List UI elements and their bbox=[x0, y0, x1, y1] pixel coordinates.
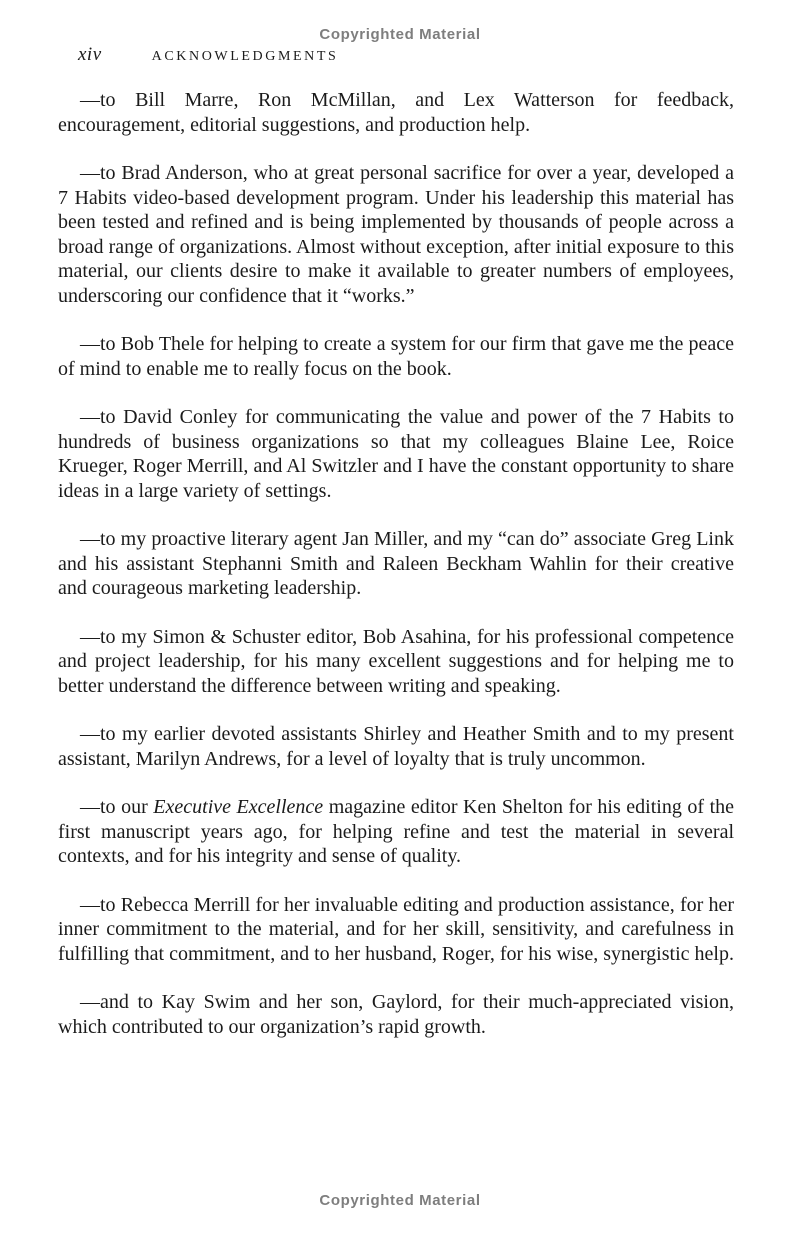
paragraph bbox=[58, 795, 734, 869]
text-run: —to my proactive literary agent Jan Miller, and my “can do” associate Greg Link and his assistant Stephanni Smith and Raleen Beckham Wahlin for their creative and courageous marketing leadership. bbox=[58, 528, 734, 599]
text-run: —to Bob Thele for helping to create a system for our firm that gave me the peace of mind to enable me to really focus on the book. bbox=[58, 333, 734, 380]
text-run: —to David Conley for communicating the value and power of the 7 Habits to hundreds of business organizations so that my colleagues Blaine Lee, Roice Krueger, Roger Merrill, and Al Switzler and I have the constant opportunity to share ideas in a large variety of settings. bbox=[58, 406, 734, 502]
page-number: xiv bbox=[78, 44, 102, 65]
text-run: —to Bill Marre, Ron McMillan, and Lex Watterson for feedback, encouragement, editorial suggestions, and production help. bbox=[58, 89, 734, 136]
top-watermark: Copyrighted Material bbox=[319, 26, 481, 43]
body-text bbox=[58, 64, 734, 1039]
text-run: magazine editor Ken Shelton for his editing of the first manuscript years ago, for helping refine and test the material in several contexts, and for his integrity and sense of quality. bbox=[58, 796, 735, 867]
text-run: —to my Simon & Schuster editor, Bob Asahina, for his professional competence and project leadership, for his many excellent suggestions and for helping me to better understand the difference between writing and speaking. bbox=[58, 625, 734, 697]
paragraph bbox=[58, 405, 734, 503]
paragraph bbox=[58, 161, 734, 308]
text-run: —and to Kay Swim and her son, Gaylord, for their much-appreciated vision, which contributed to our organization’s rapid growth. bbox=[58, 991, 734, 1038]
paragraph bbox=[58, 722, 734, 771]
paragraph bbox=[58, 625, 734, 699]
paragraph bbox=[58, 332, 734, 381]
bottom-watermark: Copyrighted Material bbox=[319, 1192, 481, 1209]
text-run: —to Brad Anderson, who at great personal sacrifice for over a year, developed a 7 Habits video-based development program. Under his leadership this material has been tested and refined and is being implemented by thousands of people across a broad range of organizations. Almost without exception, after initial exposure to this material, our clients desire to make it available to greater numbers of employees, underscoring our confidence that it “works.” bbox=[58, 162, 734, 307]
running-header-title: ACKNOWLEDGMENTS bbox=[151, 49, 339, 64]
paragraph bbox=[58, 893, 734, 967]
paragraph bbox=[58, 990, 734, 1039]
text-run: —to our bbox=[80, 796, 154, 818]
italic-text-run: Executive Excellence bbox=[153, 796, 324, 818]
paragraph bbox=[58, 88, 734, 137]
page-header bbox=[78, 44, 338, 66]
text-run: —to my earlier devoted assistants Shirley and Heather Smith and to my present assistant, Marilyn Andrews, for a level of loyalty that is truly uncommon. bbox=[58, 723, 734, 770]
paragraph bbox=[58, 527, 734, 601]
text-run: —to Rebecca Merrill for her invaluable editing and production assistance, for her inner commitment to the material, and for her skill, sensitivity, and carefulness in fulfilling that commitment, and to her husband, Roger, for his wise, synergistic help. bbox=[58, 893, 734, 965]
